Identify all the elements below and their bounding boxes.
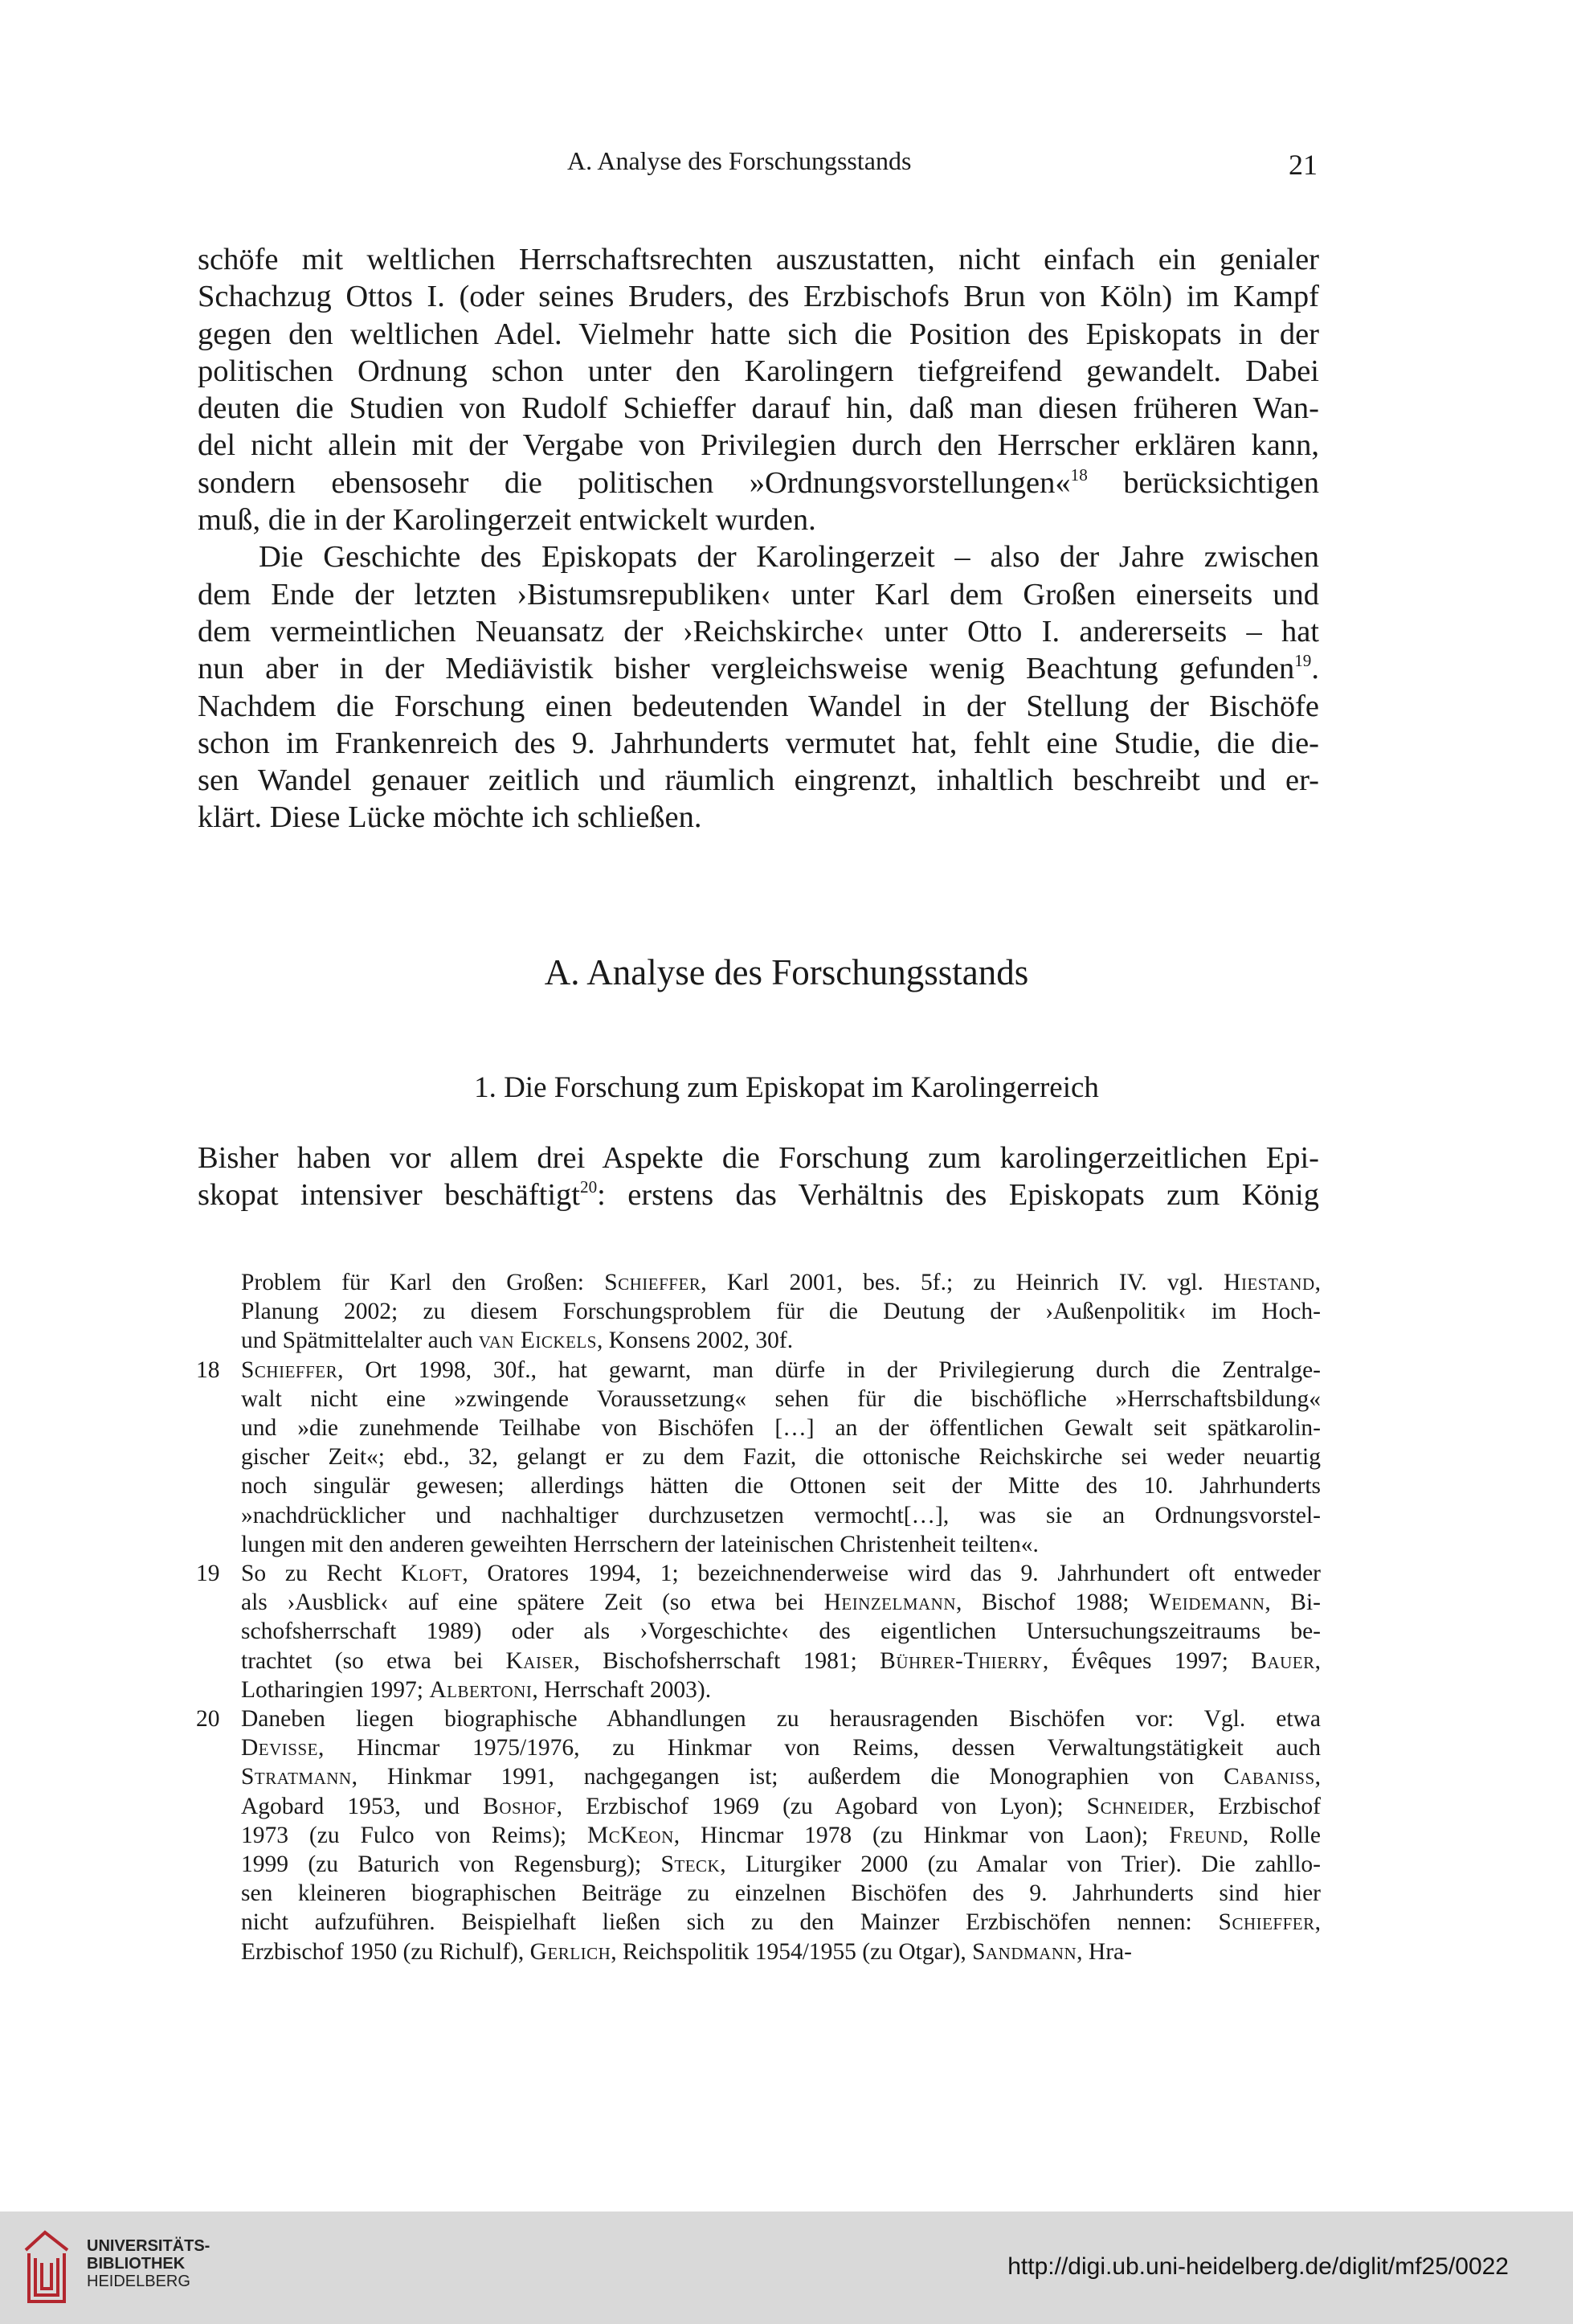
text-segment: nun aber in der Mediävistik bisher vergleichsweise wenig Beachtung gefunden — [198, 652, 1295, 686]
footnote-body — [241, 1704, 1321, 1966]
text-line — [198, 650, 1319, 687]
footnote-line: gischer Zeit«; ebd., 32, gelangt er zu dem Fazit, die ottonische Reichskirche sei weder neuartig — [241, 1444, 1321, 1471]
author-name: Gerlich — [529, 1938, 611, 1965]
author-name: Schieffer — [604, 1270, 701, 1295]
logo-line: BIBLIOTHEK — [87, 2255, 186, 2273]
author-name: Devisse — [241, 1735, 318, 1761]
author-name: Weidemann — [1149, 1590, 1265, 1616]
footnote-20 — [196, 1704, 1321, 1966]
footnote-line: Problem für Karl den Großen: Schieffer, Karl 2001, bes. 5f.; zu Heinrich IV. vgl. Hiestand, — [241, 1270, 1321, 1295]
permalink-url[interactable]: http://digi.ub.uni-heidelberg.de/diglit/mf25/0022 — [1007, 2253, 1509, 2280]
footnote-line: Agobard 1953, und Boshof, Erzbischof 1969 (zu Agobard von Lyon); Schneider, Erzbischof — [241, 1793, 1322, 1819]
text-line: Bisher haben vor allem drei Aspekte die Forschung zum karolingerzeitlichen Epi- — [198, 1141, 1319, 1175]
author-name: Bührer-Thierry — [880, 1647, 1043, 1674]
footnote-body — [241, 1356, 1321, 1559]
footnote-19 — [196, 1559, 1321, 1704]
author-name: Schieffer — [1218, 1909, 1315, 1936]
author-name: Albertoni — [429, 1676, 533, 1703]
footnote-line: noch singulär gewesen; allerdings hätten die Ottonen seit der Mitte des 10. Jahrhunderts — [241, 1473, 1321, 1500]
text-line: sen Wandel genauer zeitlich und räumlich eingrenzt, inhaltlich beschreibt und er- — [198, 763, 1319, 798]
author-name: van Eickels — [478, 1328, 597, 1354]
logo-line: HEIDELBERG — [87, 2273, 190, 2290]
footnote-line: Daneben liegen biographische Abhandlungen zu herausragenden Bischöfen vor: Vgl. etwa — [241, 1706, 1321, 1733]
text-line: politischen Ordnung schon unter den Karolingern tiefgreifend gewandelt. Dabei — [198, 354, 1319, 388]
footnote-line: 1999 (zu Baturich von Regensburg); Steck, Liturgiker 2000 (zu Amalar von Trier). Die zahllo- — [241, 1851, 1321, 1878]
footnote-line: Lotharingien 1997; Albertoni, Herrschaft 2003). — [241, 1676, 712, 1703]
running-title: A. Analyse des Forschungsstands — [567, 146, 912, 175]
paragraph-1 — [198, 241, 1319, 538]
author-name: Schneider — [1086, 1793, 1189, 1819]
section-text — [198, 1139, 1319, 1214]
author-name: Heinzelmann — [823, 1590, 957, 1616]
footnote-ref-18[interactable]: 18 — [1070, 464, 1088, 485]
text-line — [198, 1176, 1319, 1213]
text-line: Nachdem die Forschung einen bedeutenden Wandel in der Stellung der Bischöfe — [198, 689, 1319, 723]
paragraph-3 — [198, 1139, 1319, 1214]
text-segment: skopat intensiver beschäftigt — [198, 1178, 581, 1213]
text-segment: sondern ebensosehr die politischen »Ordnungsvorstellungen« — [198, 465, 1071, 500]
footnote-number: 20 — [196, 1706, 220, 1733]
author-name: Steck — [660, 1851, 721, 1878]
author-name: Bauer — [1251, 1647, 1315, 1674]
text-line: schon im Frankenreich des 9. Jahrhunderts vermutet hat, fehlt eine Studie, die die- — [198, 726, 1319, 760]
author-name: Freund — [1169, 1822, 1243, 1848]
footnote-line: Schieffer, Ort 1998, 30f., hat gewarnt, man dürfe in der Privilegierung durch die Zentralge- — [241, 1356, 1321, 1383]
footnote-line: Erzbischof 1950 (zu Richulf), Gerlich, Reichspolitik 1954/1955 (zu Otgar), Sandmann, Hra- — [241, 1938, 1132, 1965]
footnote-line: nicht aufzuführen. Beispielhaft ließen sich zu den Mainzer Erzbischöfen nennen: Schieffer, — [241, 1909, 1321, 1936]
author-name: Boshof — [483, 1793, 557, 1819]
logo-line: UNIVERSITÄTS- — [87, 2237, 210, 2255]
subsection-heading: 1. Die Forschung zum Episkopat im Karolingerreich — [474, 1071, 1099, 1104]
text-line — [198, 464, 1319, 501]
text-line: del nicht allein mit der Vergabe von Privilegien durch den Herrscher erklären kann, — [198, 428, 1319, 463]
footnote-line: Stratmann, Hinkmar 1991, nachgegangen ist; außerdem die Monographien von Cabaniss, — [241, 1764, 1321, 1790]
text-segment: berücksichtigen — [1087, 465, 1319, 500]
footnote-ref-19[interactable]: 19 — [1294, 651, 1312, 671]
author-name: Kaiser — [505, 1647, 574, 1674]
page-number: 21 — [1289, 149, 1318, 181]
footnote-body — [241, 1268, 1321, 1356]
text-line: klärt. Diese Lücke möchte ich schließen. — [198, 800, 702, 835]
footnote-line: Devisse, Hincmar 1975/1976, zu Hinkmar von Reims, dessen Verwaltungstätigkeit auch — [241, 1735, 1321, 1761]
footnote-line: »nachdrücklicher und nachhaltiger durchzusetzen vermocht[…], was sie an Ordnungsvorstel- — [241, 1502, 1321, 1528]
intro-text — [198, 241, 1319, 837]
footnote-line: sen kleineren biographischen Beiträge zu einzelnen Bischöfen des 9. Jahrhunderts sind hier — [241, 1880, 1321, 1907]
text-line: dem vermeintlichen Neuansatz der ›Reichskirche‹ unter Otto I. andererseits – hat — [198, 614, 1319, 649]
author-name: Cabaniss — [1224, 1764, 1315, 1790]
footnote-line: und »die zunehmende Teilhabe von Bischöfen […] an der öffentlichen Gewalt seit spätkarolin- — [241, 1415, 1321, 1442]
author-name: Hiestand — [1224, 1270, 1315, 1295]
paragraph-2 — [198, 538, 1319, 836]
library-logo-icon — [21, 2226, 72, 2306]
footnote-number: 19 — [196, 1561, 220, 1587]
text-line: schöfe mit weltlichen Herrschaftsrechten auszustatten, nicht einfach ein genialer — [198, 243, 1319, 276]
text-line: deuten die Studien von Rudolf Schieffer darauf hin, daß man diesen früheren Wan- — [198, 391, 1319, 426]
library-logo-text — [87, 2237, 210, 2290]
footnote-line: trachtet (so etwa bei Kaiser, Bischofsherrschaft 1981; Bührer-Thierry, Évêques 1997; Bauer, — [241, 1647, 1321, 1674]
text-line: dem Ende der letzten ›Bistumsrepubliken‹ unter Karl dem Großen einerseits und — [198, 577, 1319, 612]
footnote-line: Planung 2002; zu diesem Forschungsproblem für die Deutung der ›Außenpolitik‹ im Hoch- — [241, 1299, 1321, 1325]
footnote-line: lungen mit den anderen geweihten Herrschern der lateinischen Christenheit teilten«. — [241, 1531, 1039, 1557]
footnotes — [196, 1268, 1321, 1966]
author-name: Stratmann — [241, 1764, 352, 1790]
footnote-continuation — [196, 1268, 1321, 1356]
author-name: Sandmann — [972, 1938, 1077, 1965]
footnote-line: 1973 (zu Fulco von Reims); McKeon, Hincmar 1978 (zu Hinkmar von Laon); Freund, Rolle — [241, 1822, 1322, 1848]
footnote-line: schofsherrschaft 1989) oder als ›Vorgeschichte‹ des eigentlichen Untersuchungszeitraums be- — [241, 1618, 1321, 1645]
footnote-line: und Spätmittelalter auch van Eickels, Konsens 2002, 30f. — [241, 1328, 794, 1354]
footnote-line: als ›Ausblick‹ auf eine spätere Zeit (so etwa bei Heinzelmann, Bischof 1988; Weidemann, Bi- — [241, 1590, 1321, 1616]
footnote-line: So zu Recht Kloft, Oratores 1994, 1; bezeichnenderweise wird das 9. Jahrhundert oft entweder — [241, 1561, 1322, 1587]
text-segment: . — [1311, 652, 1319, 686]
text-segment: : erstens das Verhältnis des Episkopats zum König — [597, 1178, 1320, 1213]
author-name: Kloft — [401, 1561, 463, 1587]
text-line: Schachzug Ottos I. (oder seines Bruders, des Erzbischofs Brun von Köln) im Kampf — [198, 280, 1319, 314]
text-line: gegen den weltlichen Adel. Vielmehr hatte sich die Position des Episkopats in der — [198, 317, 1319, 351]
text-line: muß, die in der Karolingerzeit entwickelt wurden. — [198, 503, 816, 538]
section-heading: A. Analyse des Forschungsstands — [544, 952, 1029, 992]
footnote-body — [241, 1559, 1321, 1704]
footnote-number: 18 — [196, 1356, 220, 1383]
text-line: Die Geschichte des Episkopats der Karolingerzeit – also der Jahre zwischen — [259, 540, 1319, 575]
footnote-ref-20[interactable]: 20 — [580, 1177, 598, 1197]
footnote-line: walt nicht eine »zwingende Voraussetzung« sehen für die bischöfliche »Herrschaftsbildung« — [241, 1385, 1321, 1412]
author-name: McKeon — [587, 1822, 674, 1848]
footnote-18 — [196, 1356, 1321, 1559]
viewer-footer — [0, 2211, 1573, 2324]
author-name: Schieffer — [241, 1356, 338, 1383]
